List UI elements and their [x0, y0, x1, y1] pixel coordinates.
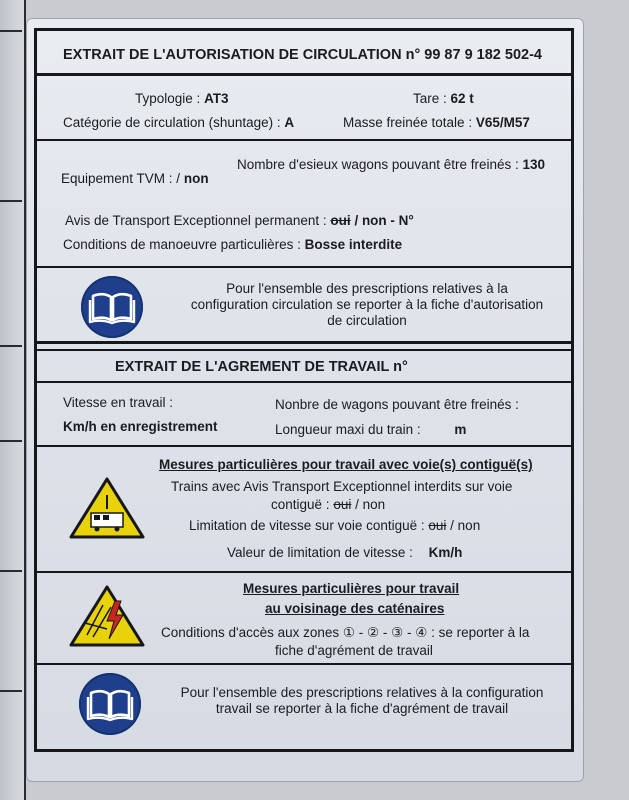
- vitesse-label: Vitesse en travail :: [63, 395, 174, 410]
- voie-line2: [271, 497, 385, 513]
- voie-line2-oui: oui: [333, 497, 352, 512]
- typologie-label: Typologie :: [135, 91, 201, 106]
- section2-title: EXTRAIT DE L'AGREMENT DE TRAVAIL n°: [115, 359, 408, 375]
- open-book-icon: [79, 673, 141, 735]
- nb-wagons-label: Nonbre de wagons pouvant être freinés :: [275, 397, 519, 412]
- cat-heading-1: Mesures particulières pour travail: [243, 581, 460, 596]
- tvm-row: [61, 171, 209, 187]
- panel-line: [0, 690, 22, 692]
- ate-oui: oui: [330, 213, 351, 228]
- typologie-row: [135, 91, 229, 107]
- voie-line2-a: contiguë :: [271, 497, 330, 512]
- ate-rest: / non - N°: [354, 213, 414, 228]
- categorie-row: [63, 115, 294, 131]
- masse-value: V65/M57: [475, 115, 530, 130]
- divider: [37, 571, 571, 573]
- open-book-icon: [81, 276, 143, 338]
- panel-line: [0, 570, 22, 572]
- manoeuvre-row: [63, 237, 402, 253]
- divider: [37, 73, 571, 76]
- essieux-row: [237, 157, 545, 173]
- divider: [37, 445, 571, 447]
- panel-line: [0, 200, 22, 202]
- tvm-value: non: [183, 171, 209, 186]
- divider: [37, 341, 571, 344]
- longueur-label: Longueur maxi du train :: [275, 422, 421, 437]
- adjacent-panel: [0, 0, 26, 800]
- voie-line2-b: / non: [355, 497, 386, 512]
- vitesse-value: Km/h en enregistrement: [63, 419, 218, 434]
- longueur-row: [275, 422, 466, 438]
- divider: [37, 381, 571, 383]
- panel-line: [0, 345, 22, 347]
- train-warning-icon: [67, 475, 147, 541]
- essieux-value: 130: [522, 157, 546, 172]
- valeur-row: [227, 545, 462, 561]
- divider: [37, 139, 571, 141]
- panel-line: [0, 440, 22, 442]
- limitation-rest: / non: [450, 518, 481, 533]
- section2-note: Pour l'ensemble des prescriptions relatives à la configuration travail se reporter à la fiche d'agrément de travail: [180, 685, 544, 716]
- sign-frame: [34, 28, 574, 752]
- cat-line-1: Conditions d'accès aux zones ① - ② - ③ - ④ : se reporter à la: [161, 625, 530, 640]
- voie-heading: Mesures particulières pour travail avec voie(s) contiguë(s): [159, 457, 533, 472]
- cat-heading-2: au voisinage des caténaires: [265, 601, 445, 616]
- valeur-unit: Km/h: [428, 545, 463, 560]
- cat-line-2: fiche d'agrément de travail: [275, 643, 433, 658]
- limitation-oui: oui: [428, 518, 447, 533]
- limitation-label: Limitation de vitesse sur voie contiguë :: [189, 518, 425, 533]
- electric-hazard-icon: [67, 583, 147, 649]
- divider: [37, 663, 571, 665]
- ate-label: Avis de Transport Exceptionnel permanent :: [65, 213, 327, 228]
- valeur-label: Valeur de limitation de vitesse :: [227, 545, 413, 560]
- ate-row: [65, 213, 414, 229]
- section1-title: EXTRAIT DE L'AUTORISATION DE CIRCULATION n° 99 87 9 182 502-4: [63, 47, 542, 63]
- longueur-unit: m: [454, 422, 467, 437]
- tvm-label: Equipement TVM : /: [61, 171, 181, 186]
- tare-value: 62 t: [450, 91, 474, 106]
- divider: [37, 266, 571, 268]
- essieux-label: Nombre d'esieux wagons pouvant être freinés :: [237, 157, 519, 172]
- categorie-label: Catégorie de circulation (shuntage) :: [63, 115, 281, 130]
- tare-row: [413, 91, 474, 107]
- panel-line: [0, 30, 22, 32]
- masse-row: [343, 115, 530, 131]
- categorie-value: A: [284, 115, 295, 130]
- tare-label: Tare :: [413, 91, 447, 106]
- voie-line1: Trains avec Avis Transport Exceptionnel interdits sur voie: [171, 479, 513, 494]
- limitation-row: [189, 518, 480, 534]
- typologie-value: AT3: [204, 91, 229, 106]
- manoeuvre-label: Conditions de manoeuvre particulières :: [63, 237, 301, 252]
- masse-label: Masse freinée totale :: [343, 115, 473, 130]
- manoeuvre-value: Bosse interdite: [304, 237, 403, 252]
- section1-note: Pour l'ensemble des prescriptions relatives à la configuration circulation se reporter à la fiche d'autorisation de circulation: [190, 281, 544, 328]
- divider: [37, 349, 571, 351]
